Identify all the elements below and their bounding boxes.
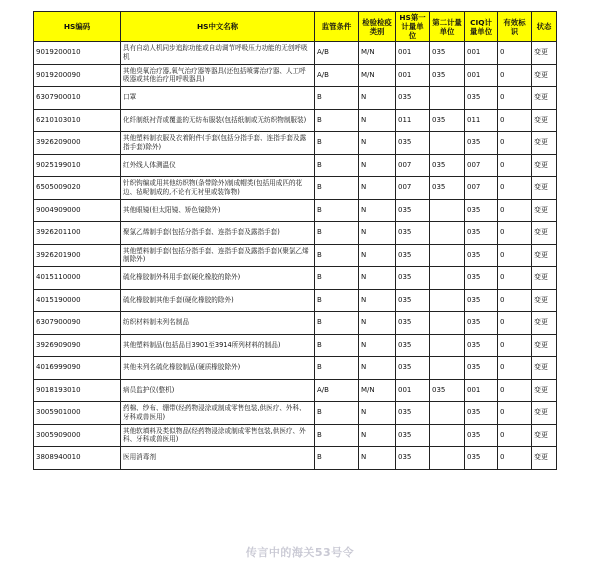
cell-first-unit: 035 <box>396 267 430 290</box>
cell-hs-code: 3005909000 <box>34 424 121 447</box>
cell-inspection-category: N <box>359 312 396 335</box>
cell-first-unit: 001 <box>396 42 430 65</box>
cell-ciq-unit: 035 <box>465 447 498 470</box>
cell-hs-name: 其他未列名硫化橡胶制品(硬质橡胶除外) <box>121 357 315 380</box>
cell-valid-flag: 0 <box>498 267 532 290</box>
table-row <box>34 447 557 470</box>
cell-first-unit: 001 <box>396 64 430 87</box>
table-row <box>34 244 557 267</box>
cell-valid-flag: 0 <box>498 312 532 335</box>
header-row <box>34 12 557 42</box>
cell-second-unit <box>430 357 465 380</box>
table-row <box>34 222 557 245</box>
cell-supervision: B <box>315 357 359 380</box>
table-row <box>34 132 557 155</box>
cell-hs-code: 4015190000 <box>34 289 121 312</box>
cell-inspection-category: N <box>359 402 396 425</box>
cell-hs-code: 6505009020 <box>34 177 121 200</box>
header-hs-name: HS中文名称 <box>121 12 315 42</box>
cell-ciq-unit: 035 <box>465 357 498 380</box>
cell-second-unit <box>430 199 465 222</box>
cell-valid-flag: 0 <box>498 222 532 245</box>
cell-second-unit: 035 <box>430 64 465 87</box>
cell-hs-name: 其他塑料制衣服及衣着附件(手套(包括分指手套、连指手套及露指手套)除外) <box>121 132 315 155</box>
cell-status: 变更 <box>532 379 557 402</box>
cell-ciq-unit: 035 <box>465 87 498 110</box>
cell-status: 变更 <box>532 87 557 110</box>
cell-inspection-category: N <box>359 222 396 245</box>
cell-first-unit: 007 <box>396 154 430 177</box>
header-first-unit: HS第一计量单位 <box>396 12 430 42</box>
cell-status: 变更 <box>532 177 557 200</box>
cell-ciq-unit: 035 <box>465 199 498 222</box>
cell-valid-flag: 0 <box>498 447 532 470</box>
table-row <box>34 402 557 425</box>
cell-hs-name: 药棉、纱布、绷带(经药物浸涂或制成零售包装,供医疗、外科、牙科或兽医用) <box>121 402 315 425</box>
cell-status: 变更 <box>532 402 557 425</box>
cell-hs-code: 3926201900 <box>34 244 121 267</box>
cell-status: 变更 <box>532 312 557 335</box>
cell-ciq-unit: 035 <box>465 289 498 312</box>
cell-valid-flag: 0 <box>498 334 532 357</box>
cell-hs-code: 3926201100 <box>34 222 121 245</box>
cell-status: 变更 <box>532 447 557 470</box>
cell-inspection-category: N <box>359 424 396 447</box>
cell-first-unit: 035 <box>396 357 430 380</box>
cell-status: 变更 <box>532 109 557 132</box>
cell-ciq-unit: 011 <box>465 109 498 132</box>
cell-hs-code: 9004909000 <box>34 199 121 222</box>
cell-inspection-category: N <box>359 132 396 155</box>
cell-valid-flag: 0 <box>498 379 532 402</box>
header-valid-flag: 有效标识 <box>498 12 532 42</box>
cell-supervision: B <box>315 177 359 200</box>
cell-ciq-unit: 001 <box>465 379 498 402</box>
cell-inspection-category: N <box>359 267 396 290</box>
cell-inspection-category: N <box>359 154 396 177</box>
hs-code-table <box>33 11 557 470</box>
cell-first-unit: 001 <box>396 379 430 402</box>
cell-valid-flag: 0 <box>498 357 532 380</box>
table-row <box>34 379 557 402</box>
cell-ciq-unit: 007 <box>465 154 498 177</box>
cell-second-unit <box>430 132 465 155</box>
cell-ciq-unit: 035 <box>465 312 498 335</box>
header-second-unit: 第二计量单位 <box>430 12 465 42</box>
cell-hs-code: 6210103010 <box>34 109 121 132</box>
cell-supervision: B <box>315 109 359 132</box>
cell-hs-code: 4016999090 <box>34 357 121 380</box>
cell-inspection-category: N <box>359 199 396 222</box>
cell-supervision: B <box>315 132 359 155</box>
cell-hs-name: 纺织材料制未列名制品 <box>121 312 315 335</box>
cell-inspection-category: N <box>359 244 396 267</box>
cell-status: 变更 <box>532 132 557 155</box>
cell-status: 变更 <box>532 222 557 245</box>
cell-ciq-unit: 035 <box>465 132 498 155</box>
cell-second-unit: 035 <box>430 42 465 65</box>
cell-inspection-category: N <box>359 357 396 380</box>
cell-ciq-unit: 035 <box>465 402 498 425</box>
header-supervision: 监管条件 <box>315 12 359 42</box>
cell-first-unit: 035 <box>396 334 430 357</box>
cell-hs-code: 9018193010 <box>34 379 121 402</box>
cell-first-unit: 035 <box>396 87 430 110</box>
cell-inspection-category: N <box>359 177 396 200</box>
cell-second-unit <box>430 447 465 470</box>
table-row <box>34 312 557 335</box>
cell-hs-code: 6307900010 <box>34 87 121 110</box>
cell-valid-flag: 0 <box>498 289 532 312</box>
cell-ciq-unit: 035 <box>465 222 498 245</box>
cell-first-unit: 035 <box>396 312 430 335</box>
cell-valid-flag: 0 <box>498 244 532 267</box>
cell-hs-name: 其他软填料及类似物品(经药物浸涂或制成零售包装,供医疗、外科、牙科或兽医用) <box>121 424 315 447</box>
cell-hs-name: 其他塑料制手套(包括分指手套、连指手套及露指手套)(聚氯乙烯制除外) <box>121 244 315 267</box>
cell-valid-flag: 0 <box>498 154 532 177</box>
cell-supervision: B <box>315 199 359 222</box>
cell-supervision: B <box>315 154 359 177</box>
cell-status: 变更 <box>532 244 557 267</box>
cell-second-unit: 035 <box>430 177 465 200</box>
cell-second-unit <box>430 312 465 335</box>
cell-status: 变更 <box>532 42 557 65</box>
table-row <box>34 87 557 110</box>
cell-ciq-unit: 007 <box>465 177 498 200</box>
watermark-caption: 传言中的海关53号令 <box>245 546 355 559</box>
cell-hs-name: 其他臭氧治疗器,氧气治疗器等器具(还包括喷雾治疗器、人工呼吸器或其他治疗用呼吸器具) <box>121 64 315 87</box>
cell-inspection-category: N <box>359 109 396 132</box>
cell-status: 变更 <box>532 357 557 380</box>
cell-hs-name: 医用消毒剂 <box>121 447 315 470</box>
cell-valid-flag: 0 <box>498 132 532 155</box>
cell-hs-code: 3926209000 <box>34 132 121 155</box>
cell-first-unit: 035 <box>396 199 430 222</box>
cell-hs-code: 3005901000 <box>34 402 121 425</box>
cell-valid-flag: 0 <box>498 109 532 132</box>
cell-valid-flag: 0 <box>498 42 532 65</box>
cell-second-unit <box>430 402 465 425</box>
cell-inspection-category: M/N <box>359 42 396 65</box>
header-inspection-category: 检验检疫类别 <box>359 12 396 42</box>
cell-first-unit: 035 <box>396 244 430 267</box>
cell-valid-flag: 0 <box>498 402 532 425</box>
cell-ciq-unit: 035 <box>465 267 498 290</box>
cell-hs-code: 6307900090 <box>34 312 121 335</box>
table-row <box>34 199 557 222</box>
cell-inspection-category: N <box>359 87 396 110</box>
cell-second-unit: 035 <box>430 379 465 402</box>
table-row <box>34 357 557 380</box>
cell-status: 变更 <box>532 289 557 312</box>
cell-hs-name: 聚氯乙烯制手套(包括分指手套、连指手套及露指手套) <box>121 222 315 245</box>
table-row <box>34 289 557 312</box>
table-row <box>34 267 557 290</box>
cell-first-unit: 007 <box>396 177 430 200</box>
cell-hs-code: 3808940010 <box>34 447 121 470</box>
cell-inspection-category: N <box>359 289 396 312</box>
cell-supervision: B <box>315 424 359 447</box>
cell-valid-flag: 0 <box>498 87 532 110</box>
cell-valid-flag: 0 <box>498 199 532 222</box>
cell-supervision: B <box>315 289 359 312</box>
cell-hs-name: 红外线人体测温仪 <box>121 154 315 177</box>
cell-first-unit: 035 <box>396 132 430 155</box>
cell-inspection-category: N <box>359 447 396 470</box>
cell-second-unit <box>430 334 465 357</box>
cell-first-unit: 035 <box>396 289 430 312</box>
cell-hs-code: 9019200010 <box>34 42 121 65</box>
cell-supervision: B <box>315 267 359 290</box>
table-row <box>34 154 557 177</box>
cell-second-unit <box>430 87 465 110</box>
cell-hs-name: 其他眼镜(但太阳镜、矫色镜除外) <box>121 199 315 222</box>
table-body <box>34 42 557 470</box>
cell-inspection-category: M/N <box>359 64 396 87</box>
cell-hs-code: 9025199010 <box>34 154 121 177</box>
cell-second-unit <box>430 244 465 267</box>
cell-second-unit <box>430 424 465 447</box>
cell-ciq-unit: 035 <box>465 244 498 267</box>
cell-hs-code: 4015110000 <box>34 267 121 290</box>
cell-status: 变更 <box>532 334 557 357</box>
cell-supervision: B <box>315 447 359 470</box>
cell-second-unit: 035 <box>430 154 465 177</box>
cell-ciq-unit: 001 <box>465 64 498 87</box>
table-row <box>34 64 557 87</box>
cell-valid-flag: 0 <box>498 177 532 200</box>
cell-supervision: B <box>315 312 359 335</box>
cell-supervision: B <box>315 334 359 357</box>
cell-first-unit: 035 <box>396 222 430 245</box>
cell-supervision: A/B <box>315 64 359 87</box>
cell-first-unit: 011 <box>396 109 430 132</box>
cell-hs-code: 9019200090 <box>34 64 121 87</box>
table-row <box>34 424 557 447</box>
cell-second-unit <box>430 222 465 245</box>
cell-supervision: B <box>315 87 359 110</box>
cell-inspection-category: N <box>359 334 396 357</box>
cell-second-unit: 035 <box>430 109 465 132</box>
cell-hs-name: 硫化橡胶制其他手套(硬化橡胶的除外) <box>121 289 315 312</box>
cell-status: 变更 <box>532 424 557 447</box>
cell-supervision: B <box>315 244 359 267</box>
cell-ciq-unit: 035 <box>465 424 498 447</box>
header-hs-code: HS编码 <box>34 12 121 42</box>
cell-status: 变更 <box>532 267 557 290</box>
cell-hs-code: 3926909090 <box>34 334 121 357</box>
table-row <box>34 109 557 132</box>
cell-supervision: B <box>315 402 359 425</box>
table-container <box>33 11 557 470</box>
cell-hs-name: 化纤制纸衬背或覆盖的无纺布服装(包括纸制或无纺织物制服装) <box>121 109 315 132</box>
header-status: 状态 <box>532 12 557 42</box>
cell-ciq-unit: 035 <box>465 334 498 357</box>
cell-first-unit: 035 <box>396 424 430 447</box>
table-row <box>34 334 557 357</box>
cell-status: 变更 <box>532 64 557 87</box>
cell-first-unit: 035 <box>396 402 430 425</box>
cell-inspection-category: M/N <box>359 379 396 402</box>
cell-status: 变更 <box>532 154 557 177</box>
cell-hs-name: 其他塑料制品(包括品目3901至3914所列材料的制品) <box>121 334 315 357</box>
cell-ciq-unit: 001 <box>465 42 498 65</box>
cell-hs-name: 病员监护仪(整机) <box>121 379 315 402</box>
cell-supervision: A/B <box>315 379 359 402</box>
table-row <box>34 177 557 200</box>
header-ciq-unit: CIQ计量单位 <box>465 12 498 42</box>
cell-hs-name: 口罩 <box>121 87 315 110</box>
cell-hs-name: 具有自动人机同步追踪功能或自动调节呼吸压力功能的无创呼吸机 <box>121 42 315 65</box>
table-row <box>34 42 557 65</box>
cell-first-unit: 035 <box>396 447 430 470</box>
cell-hs-name: 针织钩编或用其他纺织物(条带除外)制成帽类(包括用成匹的花边、毡呢制成的,不论有无衬里或装饰物) <box>121 177 315 200</box>
cell-supervision: B <box>315 222 359 245</box>
cell-second-unit <box>430 289 465 312</box>
cell-second-unit <box>430 267 465 290</box>
cell-supervision: A/B <box>315 42 359 65</box>
cell-valid-flag: 0 <box>498 64 532 87</box>
cell-hs-name: 硫化橡胶制外科用手套(硬化橡胶的除外) <box>121 267 315 290</box>
cell-status: 变更 <box>532 199 557 222</box>
cell-valid-flag: 0 <box>498 424 532 447</box>
